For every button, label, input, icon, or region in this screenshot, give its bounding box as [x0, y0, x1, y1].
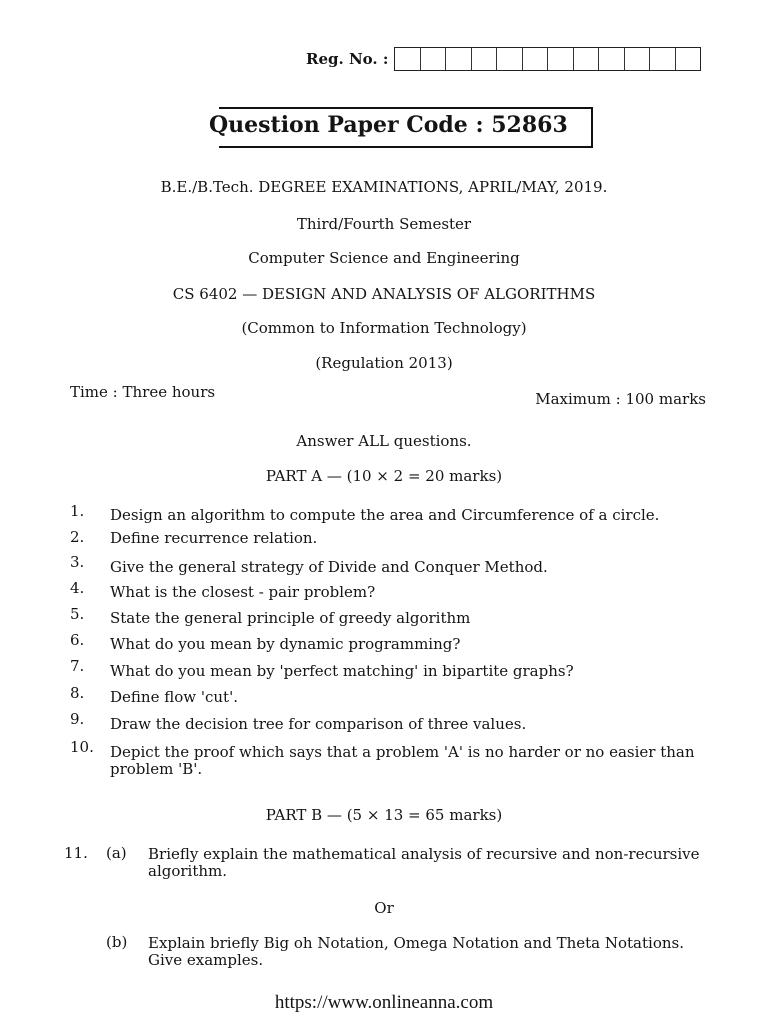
- common-note: (Common to Information Technology): [241, 319, 527, 337]
- footer-url: https://www.onlineanna.com: [274, 992, 494, 1013]
- reg-no-field: [306, 47, 701, 71]
- subpart-label: (a): [106, 844, 127, 862]
- question-text: Give the general strategy of Divide and Conquer Method.: [110, 558, 548, 576]
- question-number: 5.: [70, 605, 85, 623]
- reg-box: [650, 48, 676, 70]
- reg-box: [421, 48, 447, 70]
- subpart-label: (b): [106, 933, 128, 951]
- reg-no-label: Reg. No. :: [306, 50, 389, 68]
- part-a-title: PART A — (10 × 2 = 20 marks): [265, 467, 503, 485]
- question-text: Define recurrence relation.: [110, 529, 318, 547]
- question-number: 3.: [70, 553, 85, 571]
- reg-box: [446, 48, 472, 70]
- reg-box: [395, 48, 421, 70]
- question-paper-code: Question Paper Code : 52863: [209, 112, 568, 138]
- question-text: What do you mean by dynamic programming?: [110, 635, 461, 653]
- question-text: Define flow 'cut'.: [110, 688, 238, 706]
- reg-box: [574, 48, 600, 70]
- question-text: Depict the proof which says that a problem 'A' is no harder or no easier than problem 'B'.: [110, 743, 695, 778]
- question-number: 4.: [70, 579, 85, 597]
- question-number: 2.: [70, 528, 85, 546]
- question-paper-code-box: [209, 107, 593, 148]
- time-allowed: Time : Three hours: [70, 383, 216, 401]
- instructions: Answer ALL questions.: [296, 432, 472, 450]
- reg-box: [523, 48, 549, 70]
- question-number: 11.: [64, 844, 88, 862]
- question-text: What do you mean by 'perfect matching' in bipartite graphs?: [110, 662, 574, 680]
- reg-box: [676, 48, 701, 70]
- question-number: 6.: [70, 631, 85, 649]
- question-number: 1.: [70, 502, 85, 520]
- question-text: Design an algorithm to compute the area and Circumference of a circle.: [110, 506, 660, 524]
- reg-box: [472, 48, 498, 70]
- semester: Third/Fourth Semester: [296, 215, 472, 233]
- reg-box: [497, 48, 523, 70]
- reg-box: [625, 48, 651, 70]
- reg-box: [548, 48, 574, 70]
- or-separator: Or: [374, 899, 394, 917]
- question-text: Explain briefly Big oh Notation, Omega Notation and Theta Notations. Give examples.: [148, 934, 684, 969]
- question-text: What is the closest - pair problem?: [110, 583, 376, 601]
- question-number: 7.: [70, 657, 85, 675]
- reg-box: [599, 48, 625, 70]
- exam-title: B.E./B.Tech. DEGREE EXAMINATIONS, APRIL/MAY, 2019.: [160, 178, 608, 196]
- regulation: (Regulation 2013): [315, 354, 453, 372]
- reg-no-boxes: [394, 47, 701, 71]
- question-number: 10.: [70, 738, 94, 756]
- question-number: 9.: [70, 710, 85, 728]
- maximum-marks: Maximum : 100 marks: [535, 390, 706, 408]
- question-text: Draw the decision tree for comparison of three values.: [110, 715, 527, 733]
- department: Computer Science and Engineering: [248, 249, 520, 267]
- question-text: Briefly explain the mathematical analysis of recursive and non-recursive algorithm.: [148, 845, 700, 880]
- part-b-title: PART B — (5 × 13 = 65 marks): [265, 806, 503, 824]
- question-number: 8.: [70, 684, 85, 702]
- question-text: State the general principle of greedy algorithm: [110, 609, 471, 627]
- subject-title: CS 6402 — DESIGN AND ANALYSIS OF ALGORITHMS: [172, 285, 596, 303]
